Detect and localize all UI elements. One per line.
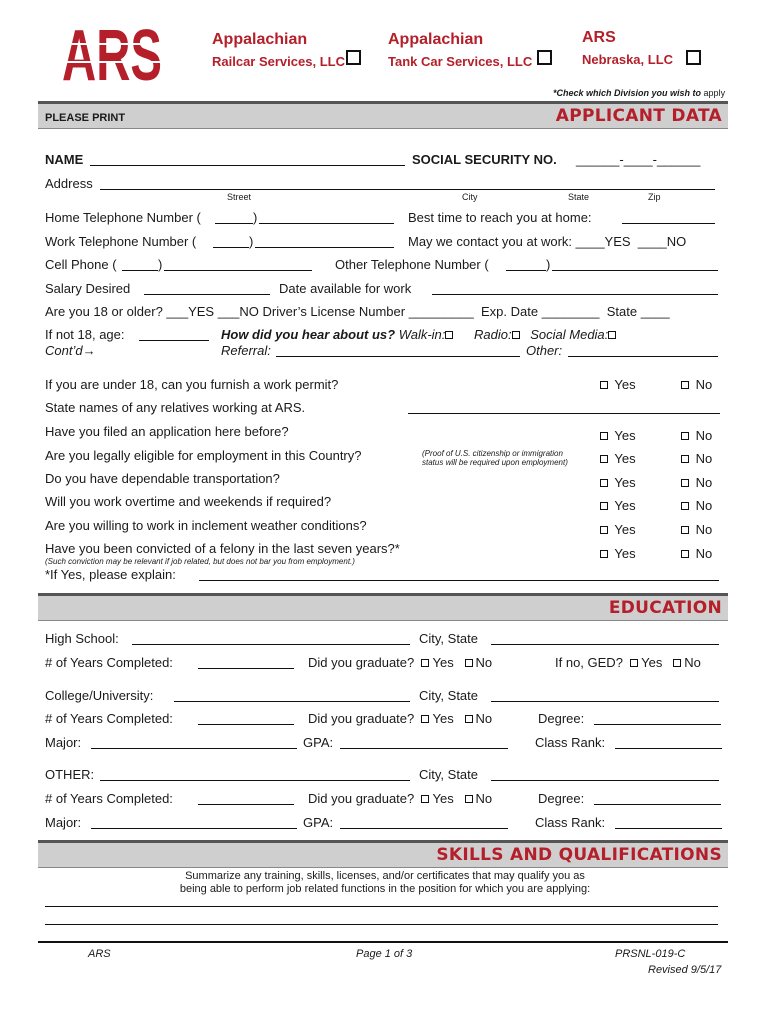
home-phone-field[interactable]	[259, 223, 394, 224]
high-school-city-state-field[interactable]	[491, 644, 719, 645]
ged-no-checkbox[interactable]	[673, 659, 681, 667]
hs-years-field[interactable]	[198, 668, 294, 669]
inclement-weather-question: Are you willing to work in inclement weather conditions?	[45, 518, 367, 533]
street-caption: Street	[227, 192, 252, 202]
felony-no-checkbox[interactable]	[681, 550, 689, 558]
applicant-data-title: APPLICANT DATA	[555, 106, 722, 126]
years-completed-label: # of Years Completed:	[45, 711, 173, 726]
city-state-label: City, State	[419, 767, 479, 782]
best-time-field[interactable]	[622, 223, 715, 224]
gpa-label: GPA:	[303, 815, 334, 830]
city-state-label: City, State	[419, 631, 479, 646]
other-graduate: Did you graduate? Yes No	[308, 791, 493, 806]
major-label: Major:	[45, 735, 82, 750]
work-phone-field[interactable]	[255, 247, 394, 248]
other-graduate-yes-checkbox[interactable]	[421, 795, 429, 803]
degree-label: Degree:	[538, 791, 585, 806]
division-nebraska-checkbox[interactable]	[686, 50, 701, 65]
other-degree-field[interactable]	[594, 804, 721, 805]
other-city-state-field[interactable]	[491, 780, 719, 781]
legally-eligible-yes-checkbox[interactable]	[600, 455, 608, 463]
other-major-field[interactable]	[91, 828, 297, 829]
relatives-label: State names of any relatives working at ARS.	[45, 400, 306, 415]
division-title: ARS	[582, 29, 616, 46]
how-heard-row: How did you hear about us? Walk-in: Radio: Social Media:	[221, 327, 619, 342]
check-division-note: *Check which Division you wish to apply	[553, 88, 726, 98]
name-label: NAME	[45, 152, 84, 167]
if-not-18-label: If not 18, age:	[45, 327, 125, 342]
footer-left: ARS	[88, 948, 111, 960]
please-print-label: PLEASE PRINT	[45, 112, 126, 124]
work-permit-yes-option[interactable]: Yes	[600, 377, 636, 392]
salary-field[interactable]	[144, 294, 270, 295]
paren-close: )	[158, 257, 163, 272]
hs-graduate-no-checkbox[interactable]	[465, 659, 473, 667]
division-title: Appalachian	[212, 31, 308, 48]
proof-note: (Proof of U.S. citizenship or immigration status will be required upon employment)	[422, 449, 568, 467]
skills-title: SKILLS AND QUALIFICATIONS	[436, 845, 722, 865]
overtime-question: Will you work overtime and weekends if required?	[45, 494, 332, 509]
college-degree-field[interactable]	[594, 724, 721, 725]
class-rank-label: Class Rank:	[535, 735, 606, 750]
filed-before-no-checkbox[interactable]	[681, 432, 689, 440]
state-caption: State	[568, 192, 590, 202]
date-available-field[interactable]	[432, 294, 718, 295]
relatives-field[interactable]	[408, 413, 720, 414]
other-source-field[interactable]	[568, 356, 718, 357]
transportation-question: Do you have dependable transportation?	[45, 471, 280, 486]
other-graduate-no-checkbox[interactable]	[465, 795, 473, 803]
applicant-data-bar	[38, 101, 728, 129]
home-phone-area-code[interactable]	[215, 223, 253, 224]
skills-instructions-1: Summarize any training, skills, licenses, and/or certificates that may qualify you as	[185, 870, 585, 882]
may-contact-label[interactable]: May we contact you at work: ____YES ____NO	[408, 234, 687, 249]
legally-eligible-no-checkbox[interactable]	[681, 455, 689, 463]
other-phone-area-code[interactable]	[506, 270, 546, 271]
college-label: College/University:	[45, 688, 154, 703]
other-school-field[interactable]	[100, 780, 410, 781]
other-class-rank-field[interactable]	[615, 828, 722, 829]
education-bar	[38, 593, 728, 621]
college-graduate: Did you graduate? Yes No	[308, 711, 493, 726]
years-completed-label: # of Years Completed:	[45, 791, 173, 806]
city-state-label: City, State	[419, 688, 479, 703]
legally-eligible-no-option[interactable]: No	[681, 451, 712, 466]
high-school-label: High School:	[45, 631, 119, 646]
skills-line-1[interactable]	[45, 906, 718, 907]
radio-checkbox[interactable]	[512, 331, 520, 339]
class-rank-label: Class Rank:	[535, 815, 606, 830]
cell-phone-area-code[interactable]	[122, 270, 158, 271]
city-caption: City	[462, 192, 478, 202]
transportation-no-checkbox[interactable]	[681, 479, 689, 487]
paren-close: )	[249, 234, 254, 249]
college-city-state-field[interactable]	[491, 701, 719, 702]
division-subtitle: Railcar Services, LLC	[212, 54, 345, 69]
inclement-weather-no-option[interactable]: No	[681, 522, 712, 537]
svg-text:ARS: ARS	[62, 16, 162, 96]
hs-graduate-yes-checkbox[interactable]	[421, 659, 429, 667]
overtime-yes-option[interactable]: Yes	[600, 498, 636, 513]
ssn-field[interactable]: ______-____-______	[576, 152, 701, 167]
skills-line-2[interactable]	[45, 924, 718, 925]
page-number: Page 1 of 3	[356, 948, 413, 960]
legally-eligible-yes-option[interactable]: Yes	[600, 451, 636, 466]
major-label: Major:	[45, 815, 82, 830]
college-major-field[interactable]	[91, 748, 297, 749]
home-phone-label: Home Telephone Number (	[45, 210, 201, 225]
college-years-field[interactable]	[198, 724, 294, 725]
ars-logo	[60, 14, 164, 96]
college-field[interactable]	[174, 701, 410, 702]
felony-yes-option[interactable]: Yes	[600, 546, 636, 561]
work-phone-label: Work Telephone Number (	[45, 234, 197, 249]
best-time-label: Best time to reach you at home:	[408, 210, 592, 225]
felony-question: Have you been convicted of a felony in the last seven years?*	[45, 541, 400, 556]
filed-before-yes-checkbox[interactable]	[600, 432, 608, 440]
work-permit-yes-checkbox[interactable]	[600, 381, 608, 389]
college-class-rank-field[interactable]	[615, 748, 722, 749]
arrow-right-icon: →	[82, 343, 96, 358]
filed-before-no-option[interactable]: No	[681, 428, 712, 443]
overtime-no-checkbox[interactable]	[681, 502, 689, 510]
salary-label: Salary Desired	[45, 281, 131, 296]
referral-field[interactable]	[276, 356, 520, 357]
overtime-no-option[interactable]: No	[681, 498, 712, 513]
high-school-field[interactable]	[132, 644, 410, 645]
walk-in-checkbox[interactable]	[445, 331, 453, 339]
skills-bar	[38, 840, 728, 868]
filed-before-yes-option[interactable]: Yes	[600, 428, 636, 443]
conviction-note: (Such conviction may be relevant if job related, but does not bar you from employment.)	[45, 557, 355, 566]
contd-label: Cont’d→	[45, 343, 96, 358]
date-available-label: Date available for work	[279, 281, 412, 296]
name-field[interactable]	[90, 165, 405, 166]
transportation-yes-option[interactable]: Yes	[600, 475, 636, 490]
transportation-no-option[interactable]: No	[681, 475, 712, 490]
referral-label: Referral:	[221, 343, 271, 358]
zip-caption: Zip	[648, 192, 661, 202]
years-completed-label: # of Years Completed:	[45, 655, 173, 670]
degree-label: Degree:	[538, 711, 585, 726]
inclement-weather-yes-option[interactable]: Yes	[600, 522, 636, 537]
paren-close: )	[253, 210, 258, 225]
other-phone-field[interactable]	[552, 270, 718, 271]
ged: If no, GED? Yes No	[555, 655, 701, 670]
college-graduate-no-checkbox[interactable]	[465, 715, 473, 723]
other-gpa-field[interactable]	[340, 828, 508, 829]
address-label: Address	[45, 176, 93, 191]
division-subtitle: Tank Car Services, LLC	[388, 54, 533, 69]
legally-eligible-question: Are you legally eligible for employment in this Country?	[45, 448, 362, 463]
age-field[interactable]	[139, 340, 209, 341]
other-phone-label: Other Telephone Number (	[335, 257, 489, 272]
skills-instructions-2: being able to perform job related functions in the position for which you are applying:	[179, 883, 591, 895]
education-title: EDUCATION	[608, 598, 722, 618]
explain-field[interactable]	[199, 580, 719, 581]
college-gpa-field[interactable]	[340, 748, 508, 749]
revised-date: Revised 9/5/17	[648, 964, 722, 976]
if-yes-label: *If Yes, please explain:	[45, 567, 176, 582]
form-number: PRSNL-019-C	[615, 948, 686, 960]
inclement-weather-yes-checkbox[interactable]	[600, 526, 608, 534]
division-title: Appalachian	[388, 31, 484, 48]
division-railcar-checkbox[interactable]	[346, 50, 361, 65]
how-heard-label: How did you hear about us?	[221, 327, 396, 342]
felony-no-option[interactable]: No	[681, 546, 712, 561]
footer-rule	[38, 941, 728, 943]
work-permit-no-option[interactable]: No	[681, 377, 712, 392]
work-phone-area-code[interactable]	[213, 247, 249, 248]
cell-phone-field[interactable]	[164, 270, 312, 271]
work-permit-question: If you are under 18, can you furnish a work permit?	[45, 377, 339, 392]
cell-phone-label: Cell Phone (	[45, 257, 117, 272]
gpa-label: GPA:	[303, 735, 334, 750]
hs-graduate: Did you graduate? Yes No	[308, 655, 493, 670]
address-field[interactable]	[100, 189, 715, 190]
work-permit-no-checkbox[interactable]	[681, 381, 689, 389]
ssn-label: SOCIAL SECURITY NO.	[412, 152, 557, 167]
social-media-checkbox[interactable]	[608, 331, 616, 339]
division-subtitle: Nebraska, LLC	[582, 52, 674, 67]
age-license-line[interactable]: Are you 18 or older? ___YES ___NO Driver’s License Number _________ Exp. Date ________ State ____	[45, 304, 670, 319]
transportation-yes-checkbox[interactable]	[600, 479, 608, 487]
ged-yes-checkbox[interactable]	[630, 659, 638, 667]
felony-yes-checkbox[interactable]	[600, 550, 608, 558]
inclement-weather-no-checkbox[interactable]	[681, 526, 689, 534]
division-tankcar-checkbox[interactable]	[537, 50, 552, 65]
filed-before-question: Have you filed an application here before?	[45, 424, 289, 439]
other-source-label: Other:	[526, 343, 563, 358]
paren-close: )	[546, 257, 551, 272]
other-school-label: OTHER:	[45, 767, 95, 782]
other-years-field[interactable]	[198, 804, 294, 805]
overtime-yes-checkbox[interactable]	[600, 502, 608, 510]
college-graduate-yes-checkbox[interactable]	[421, 715, 429, 723]
